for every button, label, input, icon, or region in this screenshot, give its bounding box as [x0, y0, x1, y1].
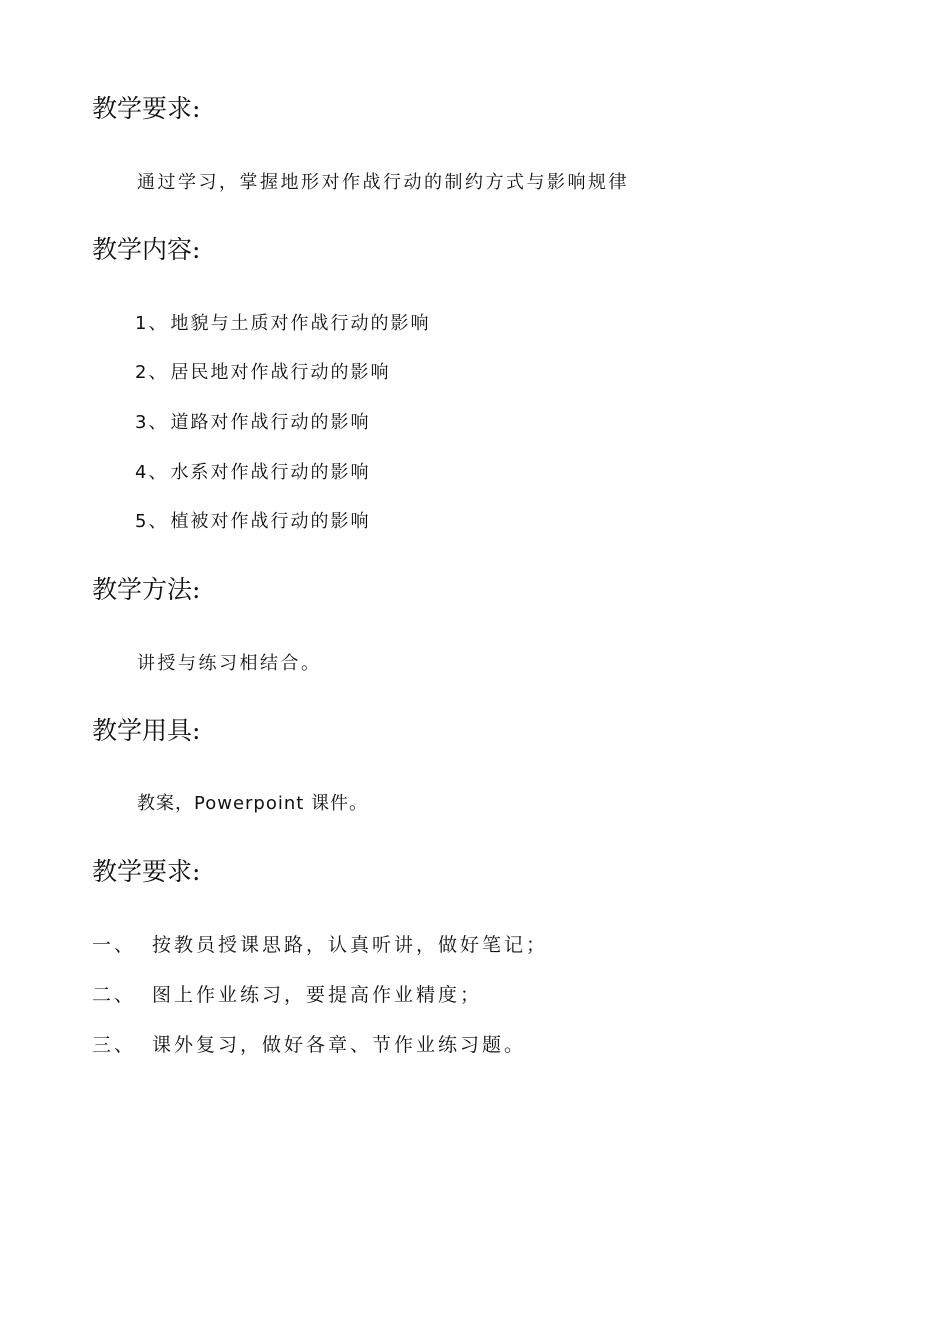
content-list-item — [135, 461, 370, 485]
content-list-item — [135, 411, 370, 435]
requirement-marker: 三、 — [92, 1034, 137, 1056]
tools-heading: 教学用具: — [92, 716, 201, 745]
content-heading: 教学内容: — [92, 235, 201, 264]
method-heading: 教学方法: — [92, 575, 201, 604]
content-list-item — [135, 510, 370, 534]
list-text: 植被对作战行动的影响 — [170, 511, 371, 532]
list-number: 3、 — [135, 412, 169, 433]
requirement-marker: 二、 — [92, 984, 137, 1006]
requirement-item — [92, 932, 548, 958]
tools-text: 教案，Powerpoint 课件。 — [137, 793, 369, 814]
requirement-item — [92, 982, 482, 1008]
list-text: 地貌与土质对作战行动的影响 — [170, 313, 431, 334]
list-text: 水系对作战行动的影响 — [170, 462, 371, 483]
list-text: 道路对作战行动的影响 — [170, 412, 371, 433]
content-list-item — [135, 312, 430, 336]
requirements-heading: 教学要求: — [92, 94, 201, 123]
requirement-item — [92, 1032, 526, 1058]
list-number: 4、 — [135, 462, 169, 483]
list-text: 居民地对作战行动的影响 — [170, 362, 391, 383]
requirement-text: 按教员授课思路，认真听讲，做好笔记； — [152, 934, 549, 956]
requirement-marker: 一、 — [92, 934, 137, 956]
requirement-text: 课外复习，做好各章、节作业练习题。 — [152, 1034, 527, 1056]
requirements-text: 通过学习，掌握地形对作战行动的制约方式与影响规律 — [137, 172, 629, 193]
list-number: 5、 — [135, 511, 169, 532]
list-number: 1、 — [135, 313, 169, 334]
method-text: 讲授与练习相结合。 — [137, 653, 322, 674]
requirements-2-heading: 教学要求: — [92, 857, 201, 886]
list-number: 2、 — [135, 362, 169, 383]
requirement-text: 图上作业练习，要提高作业精度； — [152, 984, 483, 1006]
content-list-item — [135, 361, 390, 385]
